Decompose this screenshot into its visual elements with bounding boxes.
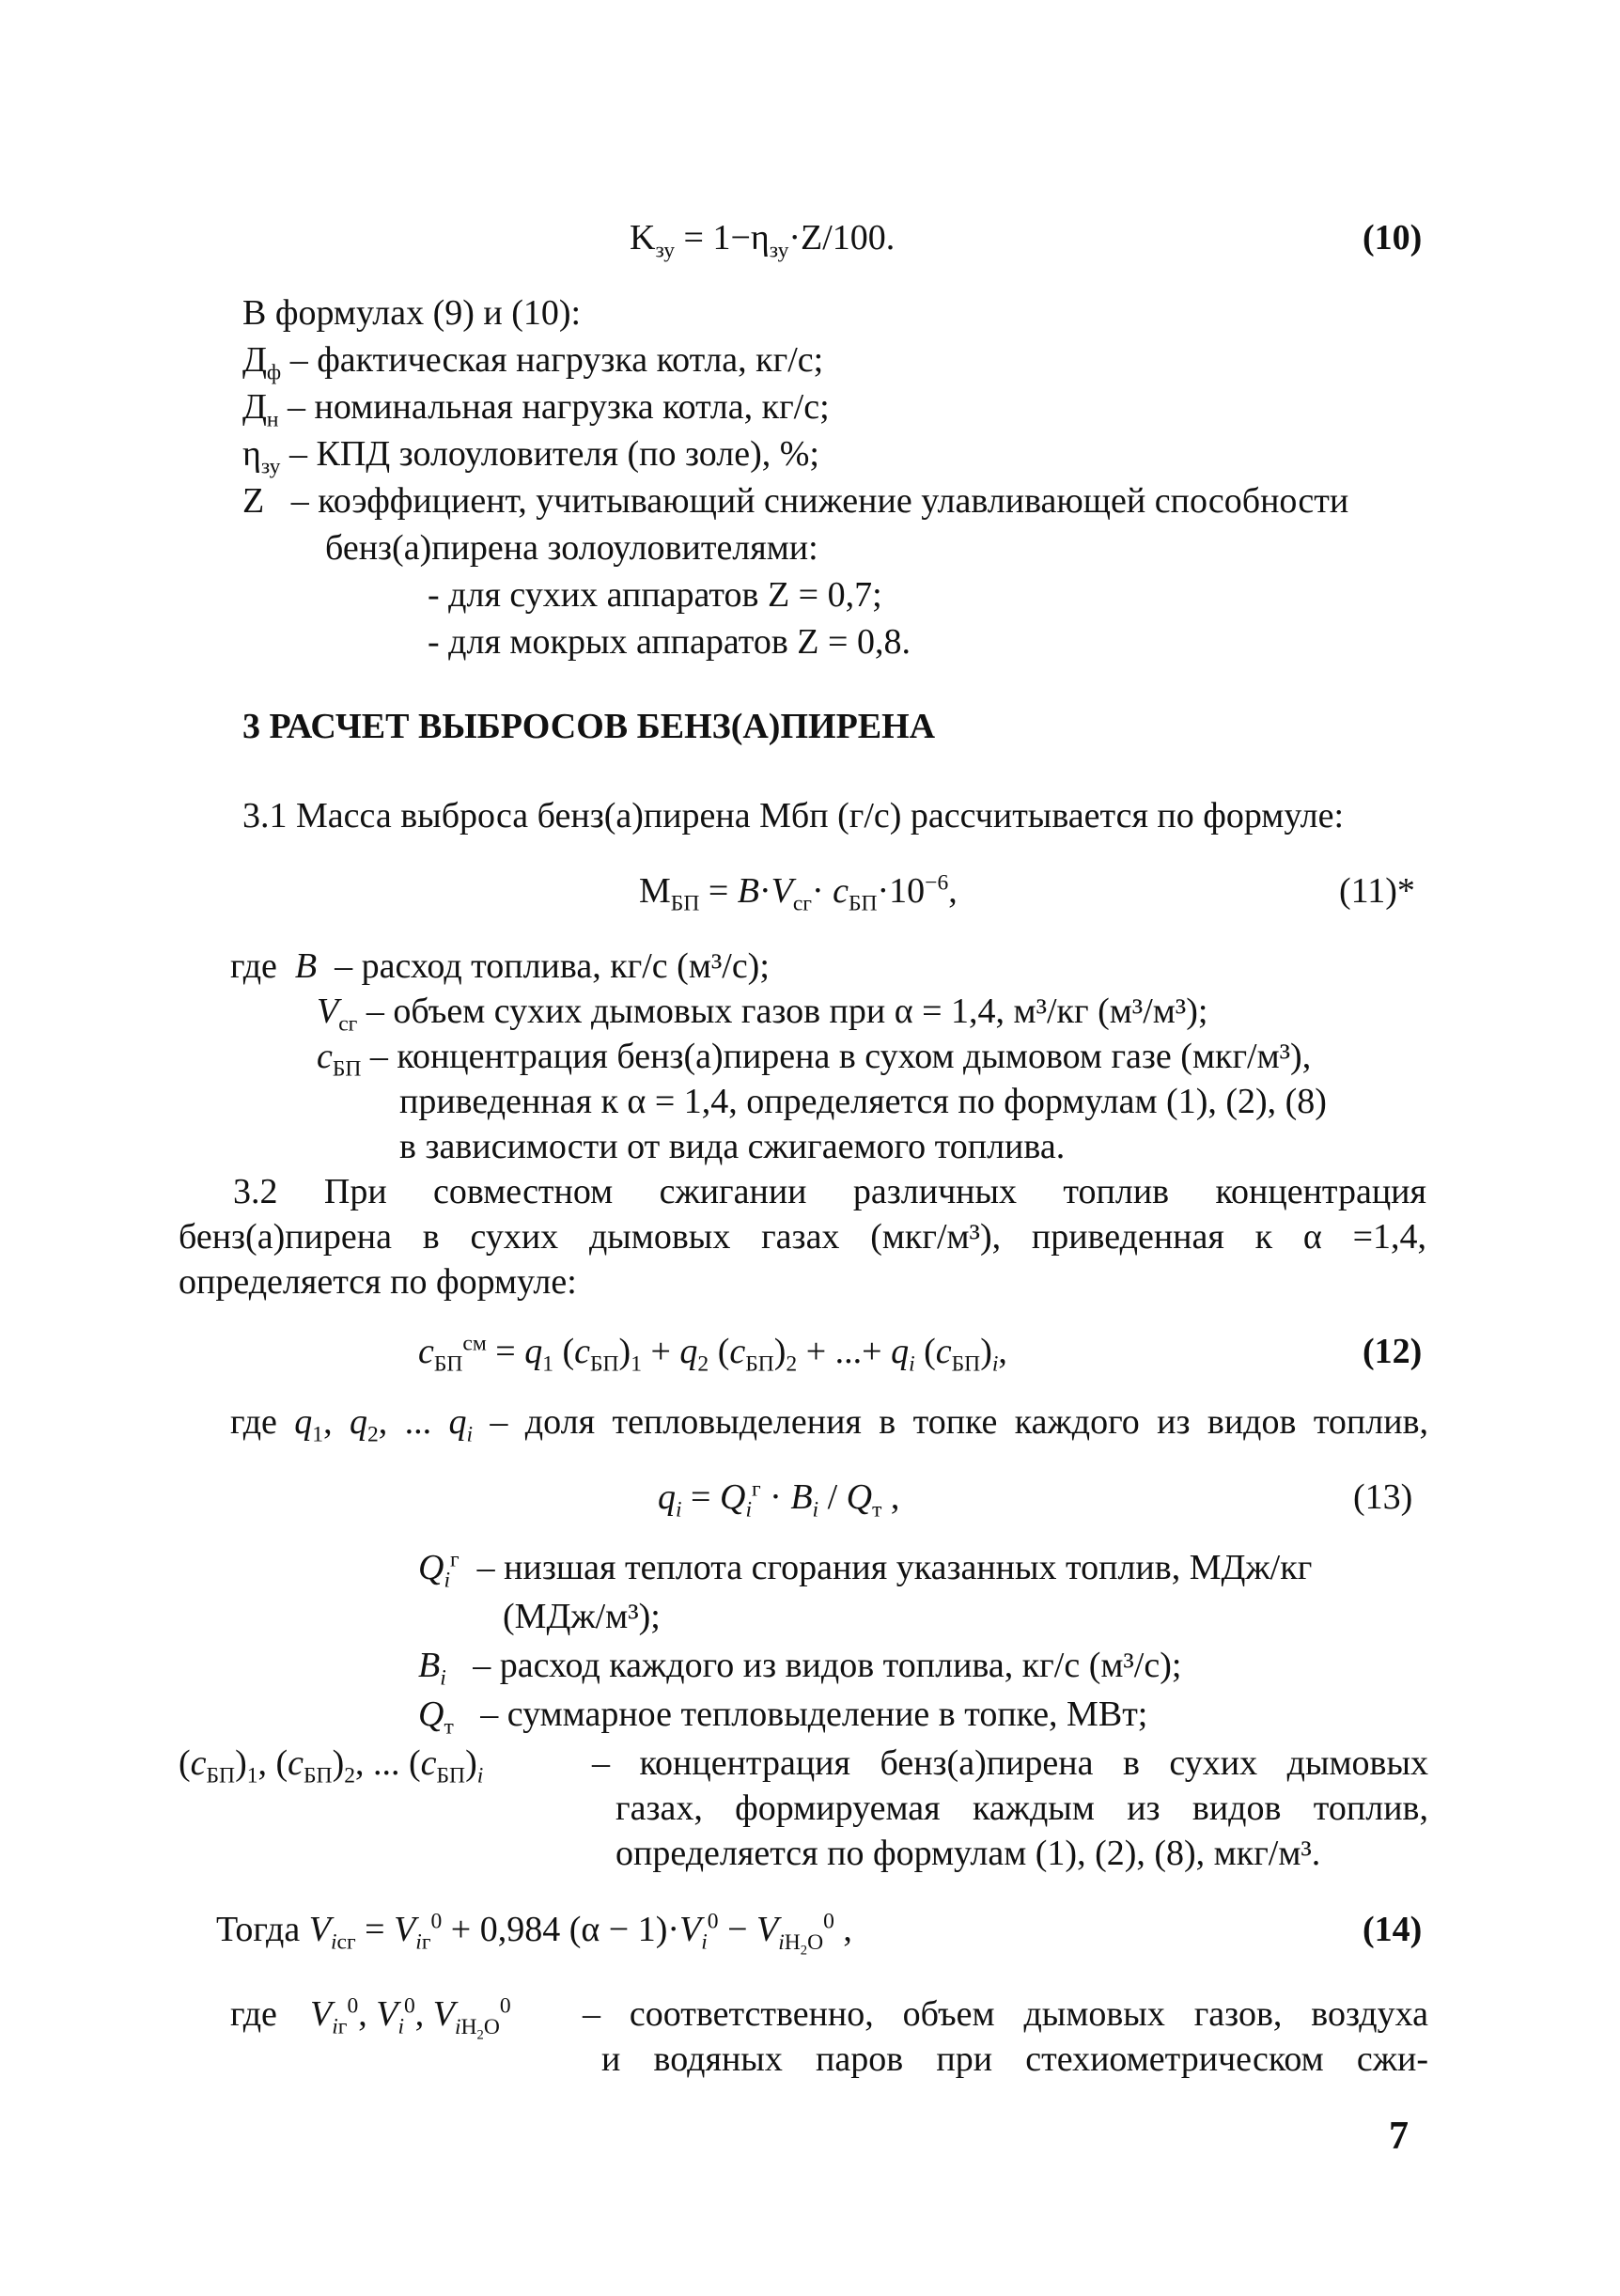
formula-10: $K_{зу} = 1-\eta_{зу}\cdot Z/100$. xyxy=(630,218,896,263)
formula-11-number: (11)* xyxy=(1339,871,1415,911)
formula-10-number: (10) xyxy=(1363,218,1423,258)
where-14-line: – соответственно, объем дымовых газов, воздуха xyxy=(583,1994,1428,2034)
formula-13-number: (13) xyxy=(1353,1477,1413,1517)
legend-cont: бенз(а)пирена золоуловителями: xyxy=(325,528,818,568)
where-13-row: $Q_i^г$ – низшая теплота сгорания указанных топлив, МДж/кг xyxy=(418,1547,1313,1593)
paragraph-3-2-line: 3.2 При совместном сжигании различных топлив концентрация xyxy=(233,1172,1426,1211)
paragraph-3-2-line: определяется по формуле: xyxy=(179,1262,577,1302)
where-13-last-symbol: $(c_{БП})_1$, $(c_{БП})_2$, ... $(c_{БП})_i$ xyxy=(179,1743,484,1788)
paragraph-3-1: 3.1 Масса выброса бенз(а)пирена Mбп (г/с) рассчитывается по формуле: xyxy=(242,796,1345,836)
where-12: где $q_1$, $q_2$, ... $q_i$ – доля тепловыделения в топке каждого из видов топлив, xyxy=(230,1402,1429,1447)
legend-desc: – коэффициент, учитывающий снижение улавливающей способности xyxy=(290,481,1349,521)
where-11-row: где B – расход топлива, кг/с (м³/с); xyxy=(230,946,770,986)
legend-row: $Д_н$ – номинальная нагрузка котла, кг/с; xyxy=(242,387,830,432)
where-14-label: где xyxy=(230,1994,277,2034)
section-title: 3 РАСЧЕТ ВЫБРОСОВ БЕНЗ(А)ПИРЕНА xyxy=(242,707,936,746)
where-13-last-line: газах, формируемая каждым из видов топлив, xyxy=(615,1788,1428,1828)
where-13-row: $B_i$ – расход каждого из видов топлива, кг/с (м³/с); xyxy=(418,1646,1182,1691)
where-11-cont: в зависимости от вида сжигаемого топлива. xyxy=(399,1127,1066,1166)
page-number: 7 xyxy=(1389,2115,1409,2158)
legend-row: Z – коэффициент, учитывающий снижение улавливающей способности xyxy=(242,481,1349,521)
where-14-symbols: $V_{iг}^0$, $V_i^0$, $V_{iH_2O}^0$ xyxy=(310,1993,511,2043)
legend-item: - для сухих аппаратов Z = 0,7; xyxy=(428,575,882,615)
legend-row: $\eta_{зу}$ – КПД золоуловителя (по золе), %; xyxy=(242,434,819,479)
legend-desc: – фактическая нагрузка котла, кг/с; xyxy=(289,340,824,380)
legend-row: $Д_ф$ – фактическая нагрузка котла, кг/с; xyxy=(242,340,824,385)
where-13-last-line: – концентрация бенз(а)пирена в сухих дымовых xyxy=(592,1743,1428,1783)
where-13-cont: (МДж/м³); xyxy=(503,1597,661,1636)
where-11-row: $c_{БП}$ – концентрация бенз(а)пирена в сухом дымовом газе (мкг/м³), xyxy=(317,1037,1312,1082)
where-13-row: $Q_т$ – суммарное тепловыделение в топке, МВт; xyxy=(418,1695,1148,1740)
formula-14-number: (14) xyxy=(1363,1910,1423,1949)
formula-13: $q_i = Q_i^г \cdot B_i / Q_т$ , xyxy=(658,1476,900,1523)
formula-14: Тогда $V_{iсг} = V_{iг}^0 + 0,984$ $(\alpha - 1)\cdot V_i^0 - V_{iH_2O}^0$ , xyxy=(216,1909,852,1959)
legend-item: - для мокрых аппаратов Z = 0,8. xyxy=(428,622,911,662)
formula-12: $c_{БП}^{см} = q_1$ $(c_{БП})_1 + q_2$ $(c_{БП})_2$ + ...+ $q_i$ $(c_{БП})_i$, xyxy=(418,1331,1007,1377)
formula-11: $M_{БП} = B\cdot V_{сг}\cdot c_{БП}\cdot 10^{-6}$, xyxy=(639,870,958,916)
legend-desc: – номинальная нагрузка котла, кг/с; xyxy=(288,387,830,427)
where-14-line: и водяных паров при стехиометрическом сжи- xyxy=(601,2039,1428,2079)
where-11-cont: приведенная к α = 1,4, определяется по формулам (1), (2), (8) xyxy=(399,1082,1327,1121)
where-11-row: $V_{сг}$ – объем сухих дымовых газов при α = 1,4, м³/кг (м³/м³); xyxy=(317,992,1208,1037)
formula-12-number: (12) xyxy=(1363,1332,1423,1371)
legend-desc: – КПД золоуловителя (по золе), %; xyxy=(288,434,819,474)
where-13-last-line: определяется по формулам (1), (2), (8), мкг/м³. xyxy=(615,1834,1321,1873)
legend-intro: В формулах (9) и (10): xyxy=(242,293,582,333)
paragraph-3-2-line: бенз(а)пирена в сухих дымовых газах (мкг/м³), приведенная к α =1,4, xyxy=(179,1217,1426,1257)
